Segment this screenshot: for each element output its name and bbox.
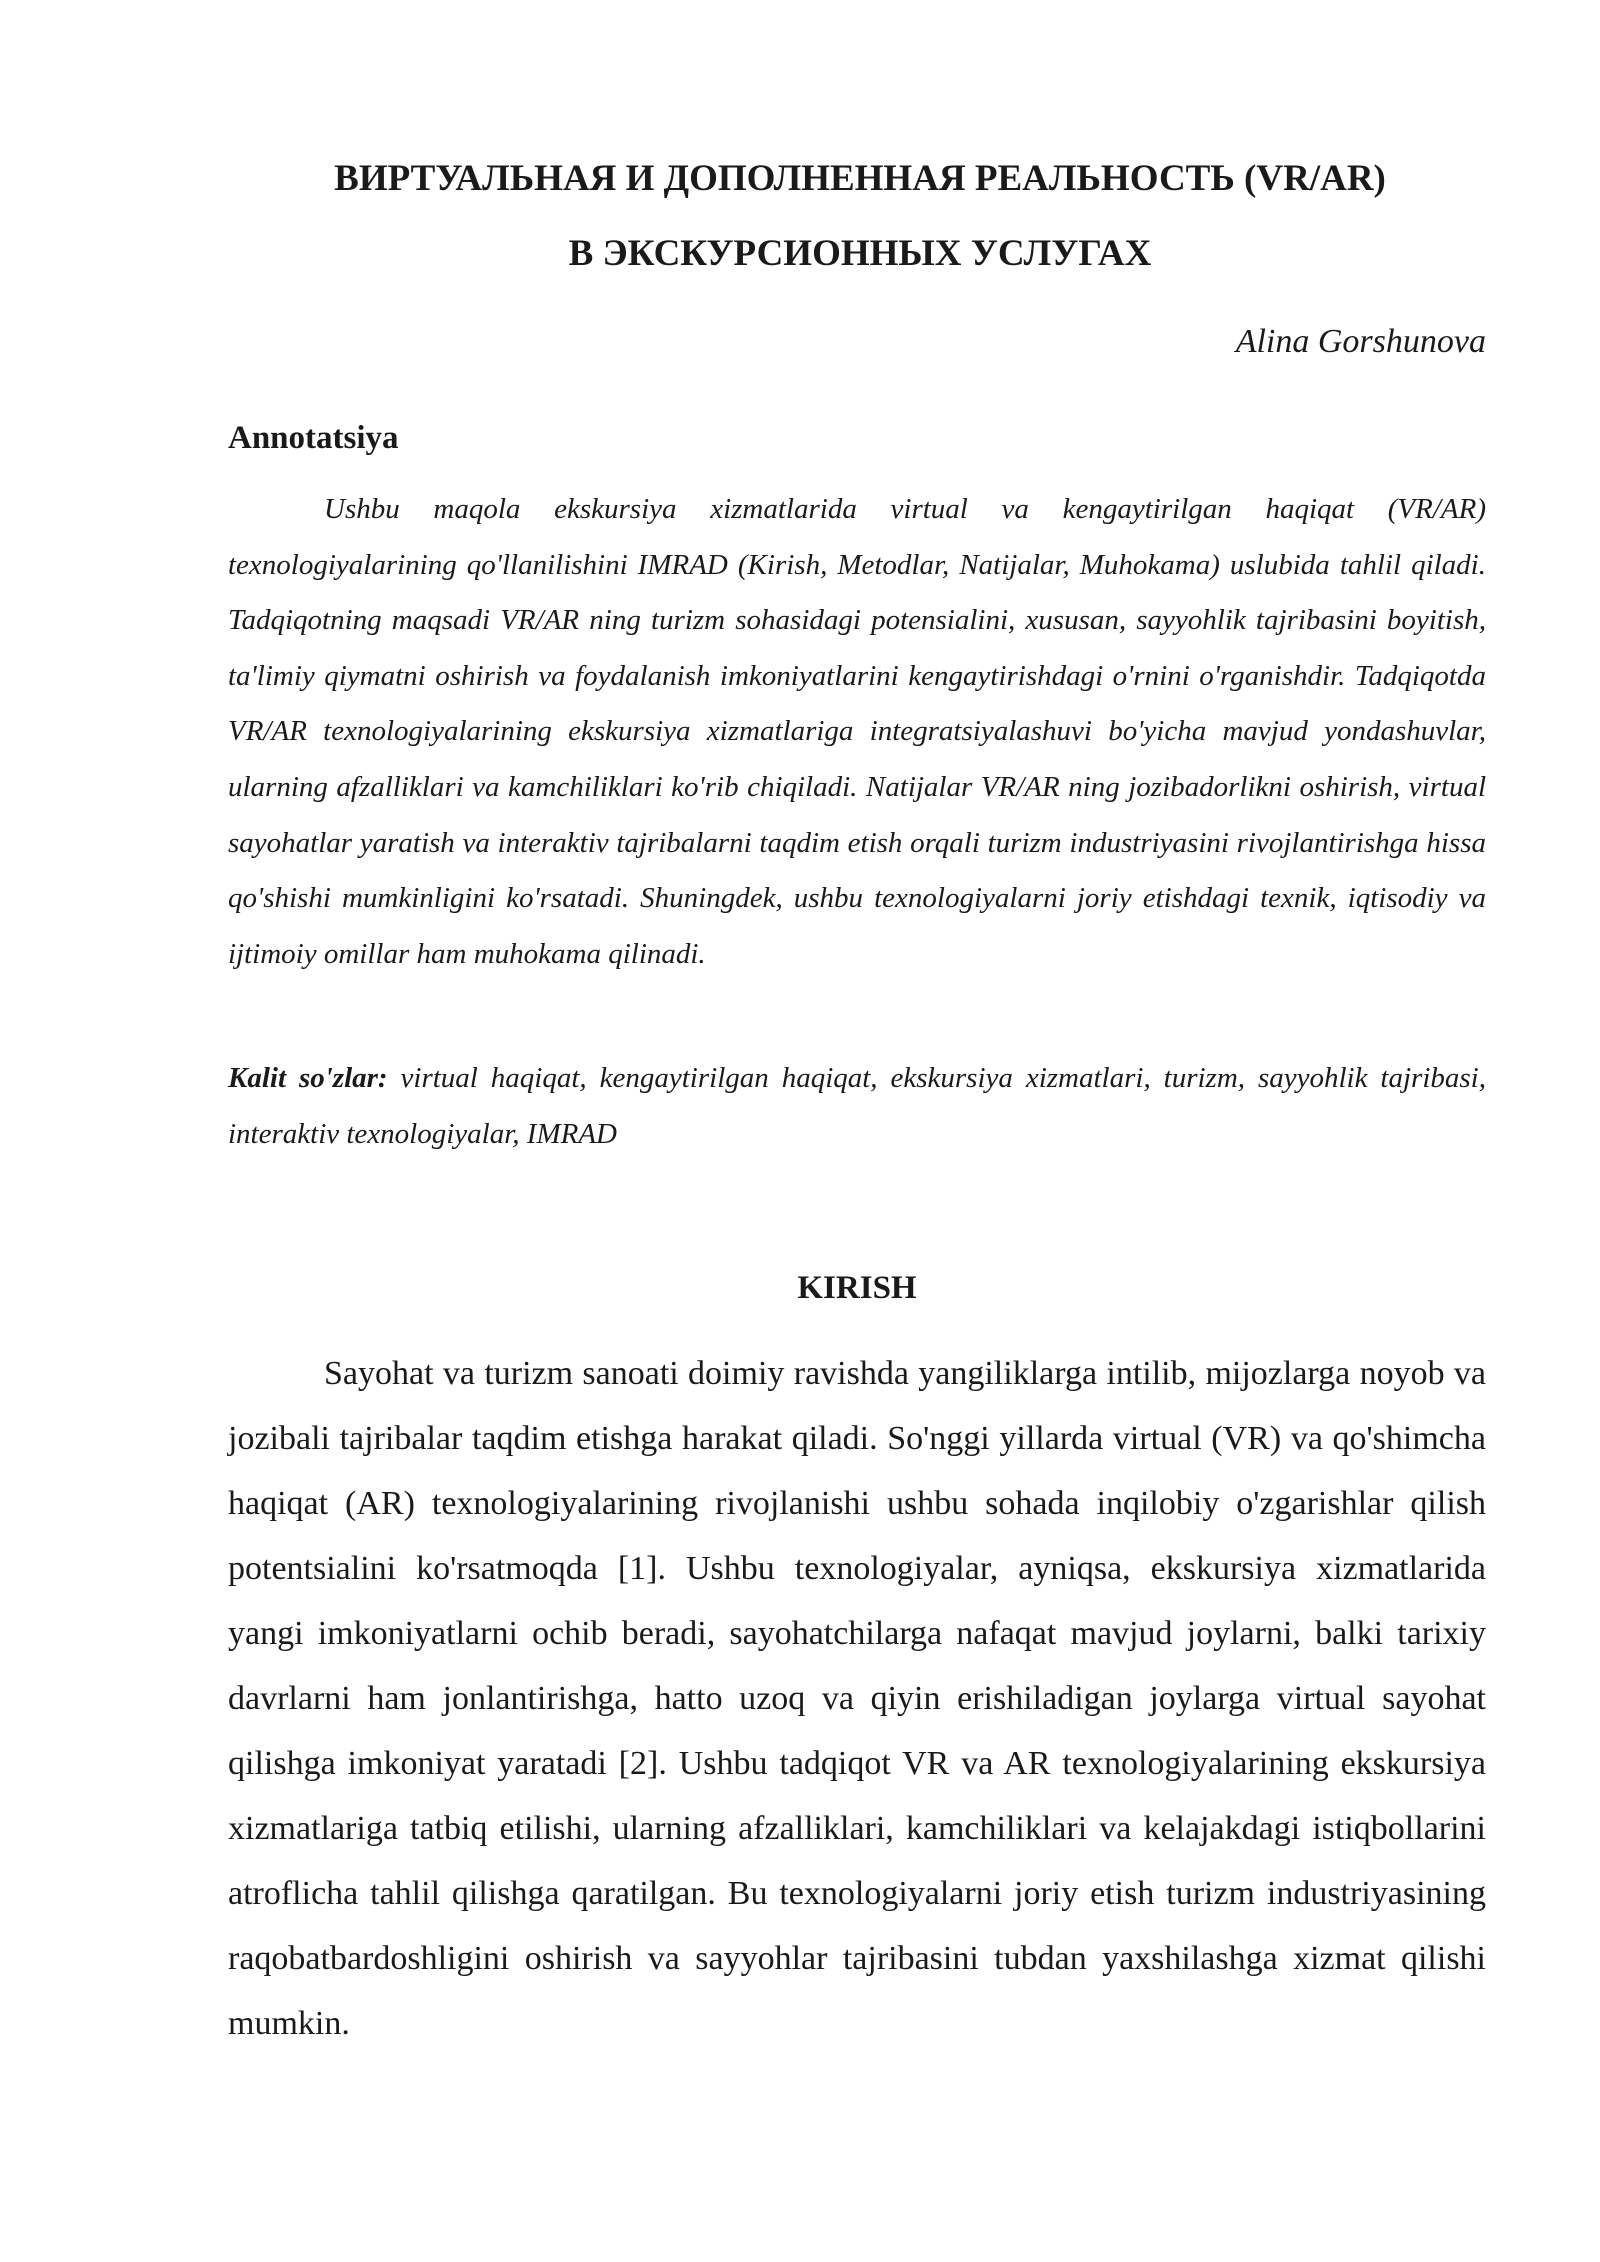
section-heading-introduction: KIRISH	[797, 1270, 917, 1306]
keywords-paragraph	[228, 1051, 1486, 1162]
abstract-text: Ushbu maqola ekskursiya xizmatlarida virtual va kengaytirilgan haqiqat (VR/AR) texnologiyalarining qo'llanilishini IMRAD (Kirish, Metodlar, Natijalar, Muhokama) uslubida tahlil qiladi. Tadqiqotning maqsadi VR/AR ning turizm sohasidagi potensialini, xususan, sayyohlik tajribasini boyitish, ta'limiy qiymatni oshirish va foydalanish imkoniyatlarini kengaytirishdagi o'rnini o'rganishdir. Tadqiqotda VR/AR texnologiyalarining ekskursiya xizmatlariga integratsiyalashuvi bo'yicha mavjud yondashuvlar, ularning afzalliklari va kamchiliklari ko'rib chiqiladi. Natijalar VR/AR ning jozibadorlikni oshirish, virtual sayohatlar yaratish va interaktiv tajribalarni taqdim etish orqali turizm industriyasini rivojlantirishga hissa qo'shishi mumkinligini ko'rsatadi. Shuningdek, ushbu texnologiyalarni joriy etishdagi texnik, iqtisodiy va ijtimoiy omillar ham muhokama qilinadi.	[228, 493, 1486, 970]
introduction-paragraph: Sayohat va turizm sanoati doimiy ravishda yangiliklarga intilib, mijozlarga noyob va jozibali tajribalar taqdim etishga harakat qiladi. So'nggi yillarda virtual (VR) va qo'shimcha haqiqat (AR) texnologiyalarining rivojlanishi ushbu sohada inqilobiy o'zgarishlar qilish potentsialini ko'rsatmoqda [1]. Ushbu texnologiyalar, ayniqsa, ekskursiya xizmatlarida yangi imkoniyatlarni ochib beradi, sayohatchilarga nafaqat mavjud joylarni, balki tarixiy davrlarni ham jonlantirishga, hatto uzoq va qiyin erishiladigan joylarga virtual sayohat qilishga imkoniyat yaratadi [2]. Ushbu tadqiqot VR va AR texnologiyalarining ekskursiya xizmatlariga tatbiq etilishi, ularning afzalliklari, kamchiliklari va kelajakdagi istiqbollarini atroflicha tahlil qilishga qaratilgan. Bu texnologiyalarni joriy etish turizm industriyasining raqobatbardoshligini oshirish va sayyohlar tajribasini tubdan yaxshilashga xizmat qilishi mumkin.	[228, 1355, 1486, 2042]
author-name: Alina Gorshunova	[1235, 323, 1486, 360]
paper-title-line-1: ВИРТУАЛЬНАЯ И ДОПОЛНЕННАЯ РЕАЛЬНОСТЬ (VR/AR)	[334, 158, 1386, 199]
paper-title-line-2: В ЭКСКУРСИОННЫХ УСЛУГАХ	[568, 233, 1152, 274]
keywords-text: virtual haqiqat, kengaytirilgan haqiqat, ekskursiya xizmatlari, turizm, sayyohlik tajribasi, interaktiv texnologiyalar, IMRAD	[228, 1062, 1486, 1150]
keywords-label: Kalit so'zlar:	[228, 1062, 388, 1094]
abstract-heading: Annotatsiya	[228, 420, 399, 456]
